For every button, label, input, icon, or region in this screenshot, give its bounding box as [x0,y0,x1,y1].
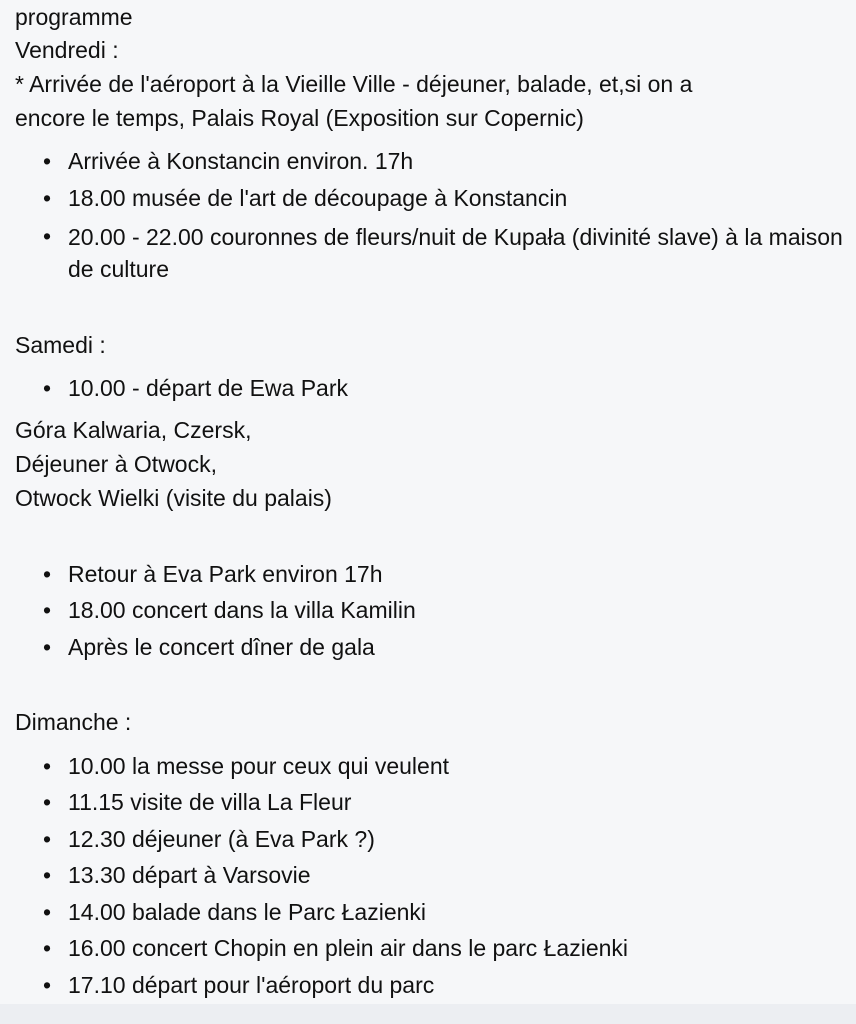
list-item-text: 18.00 concert dans la villa Kamilin [68,597,416,623]
list-item-text: 16.00 concert Chopin en plein air dans le parc Łazienki [68,935,629,961]
list-item-text: 11.15 visite de villa La Fleur [68,789,352,815]
list-item-text: 20.00 - 22.00 couronnes de fleurs/nuit de Kupała (divinité slave) à la maison de culture [68,224,843,282]
text-gora-kalwaria: Góra Kalwaria, Czersk, [15,417,252,443]
list-item-text: 13.30 départ à Varsovie [68,862,311,888]
list-item-text: 17.10 départ pour l'aéroport du parc [68,972,435,998]
heading-vendredi: Vendredi : [15,37,119,63]
list-item-text: Arrivée à Konstancin environ. 17h [68,148,414,174]
text-arrivee-line-2: encore le temps, Palais Royal (Exposition sur Copernic) [15,105,584,131]
list-item-text: Retour à Eva Park environ 17h [68,561,383,587]
text-otwock-wielki: Otwock Wielki (visite du palais) [15,485,332,511]
text-programme: programme [15,4,133,30]
bottom-divider-bar [0,1004,856,1024]
list-item-text: 14.00 balade dans le Parc Łazienki [68,899,427,925]
list-item-text: Après le concert dîner de gala [68,634,375,660]
heading-samedi: Samedi : [15,332,106,358]
text-dejeuner-otwock: Déjeuner à Otwock, [15,451,217,477]
list-item-text: 10.00 - départ de Ewa Park [68,375,348,401]
text-arrivee-line-1: * Arrivée de l'aéroport à la Vieille Ville - déjeuner, balade, et,si on a [15,71,693,97]
list-item-text: 10.00 la messe pour ceux qui veulent [68,753,450,779]
heading-dimanche: Dimanche : [15,709,132,735]
list-item-text: 12.30 déjeuner (à Eva Park ?) [68,826,375,852]
list-item-text: 18.00 musée de l'art de découpage à Konstancin [68,185,568,211]
